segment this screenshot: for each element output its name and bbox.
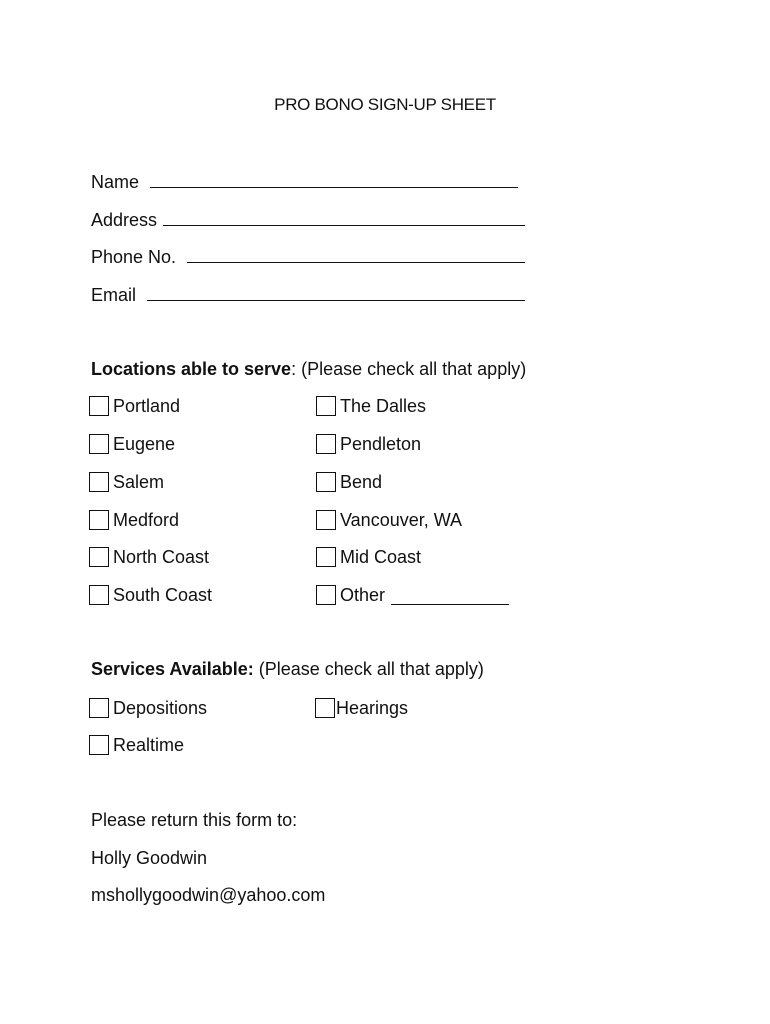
location-label: Medford xyxy=(113,509,180,530)
service-option-hearings[interactable] xyxy=(315,696,408,720)
page-title: PRO BONO SIGN-UP SHEET xyxy=(274,95,496,114)
location-label: South Coast xyxy=(113,584,213,605)
checkbox[interactable] xyxy=(89,396,109,416)
phone-label: Phone No. xyxy=(91,247,177,267)
location-option-mid-coast[interactable] xyxy=(316,545,421,569)
locations-heading-label: Locations able to serve xyxy=(91,359,292,379)
service-option-realtime[interactable] xyxy=(89,733,184,757)
checkbox[interactable] xyxy=(316,510,336,530)
location-option-south-coast[interactable] xyxy=(89,583,212,607)
location-option-the-dalles[interactable] xyxy=(316,394,426,418)
checkbox[interactable] xyxy=(316,585,336,605)
checkbox[interactable] xyxy=(89,698,109,718)
location-option-pendleton[interactable] xyxy=(316,432,421,456)
checkbox[interactable] xyxy=(316,547,336,567)
checkbox[interactable] xyxy=(315,698,335,718)
location-option-salem[interactable] xyxy=(89,470,164,494)
return-name: Holly Goodwin xyxy=(91,848,208,868)
locations-heading xyxy=(91,359,526,380)
checkbox[interactable] xyxy=(89,510,109,530)
checkbox[interactable] xyxy=(316,396,336,416)
checkbox[interactable] xyxy=(89,472,109,492)
checkbox[interactable] xyxy=(89,547,109,567)
service-label: Realtime xyxy=(113,734,185,755)
location-label: Salem xyxy=(113,471,165,492)
location-option-vancouver-wa[interactable] xyxy=(316,508,462,532)
service-label: Hearings xyxy=(336,697,409,718)
address-label: Address xyxy=(91,210,158,230)
name-blank[interactable] xyxy=(150,171,518,188)
checkbox[interactable] xyxy=(89,735,109,755)
address-field[interactable] xyxy=(91,209,525,231)
services-instruction: (Please check all that apply) xyxy=(253,659,484,679)
return-email: mshollygoodwin@yahoo.com xyxy=(91,885,326,905)
phone-blank[interactable] xyxy=(187,246,525,263)
return-instruction: Please return this form to: xyxy=(91,810,298,830)
location-label: Mid Coast xyxy=(340,546,422,567)
email-field[interactable] xyxy=(91,284,525,306)
location-option-north-coast[interactable] xyxy=(89,545,209,569)
location-label: Vancouver, WA xyxy=(340,509,463,530)
location-option-other[interactable] xyxy=(316,583,509,607)
checkbox[interactable] xyxy=(316,472,336,492)
location-label: Portland xyxy=(113,395,181,416)
name-label: Name xyxy=(91,172,140,192)
checkbox[interactable] xyxy=(89,434,109,454)
email-label: Email xyxy=(91,285,137,305)
location-label: Eugene xyxy=(113,433,176,454)
location-label: Bend xyxy=(340,471,383,492)
email-blank[interactable] xyxy=(147,284,525,301)
service-option-depositions[interactable] xyxy=(89,696,207,720)
location-label: Other xyxy=(340,584,386,605)
location-label: North Coast xyxy=(113,546,210,567)
services-heading-label: Services Available: xyxy=(91,659,254,679)
location-label: Pendleton xyxy=(340,433,422,454)
checkbox[interactable] xyxy=(89,585,109,605)
phone-field[interactable] xyxy=(91,246,525,268)
location-option-medford[interactable] xyxy=(89,508,179,532)
name-field[interactable] xyxy=(91,171,518,193)
location-label: The Dalles xyxy=(340,395,427,416)
checkbox[interactable] xyxy=(316,434,336,454)
location-option-bend[interactable] xyxy=(316,470,382,494)
address-blank[interactable] xyxy=(163,209,525,226)
location-option-eugene[interactable] xyxy=(89,432,175,456)
service-label: Depositions xyxy=(113,697,208,718)
services-heading xyxy=(91,659,484,680)
locations-instruction: : (Please check all that apply) xyxy=(291,359,527,379)
other-blank[interactable] xyxy=(391,586,509,605)
location-option-portland[interactable] xyxy=(89,394,180,418)
